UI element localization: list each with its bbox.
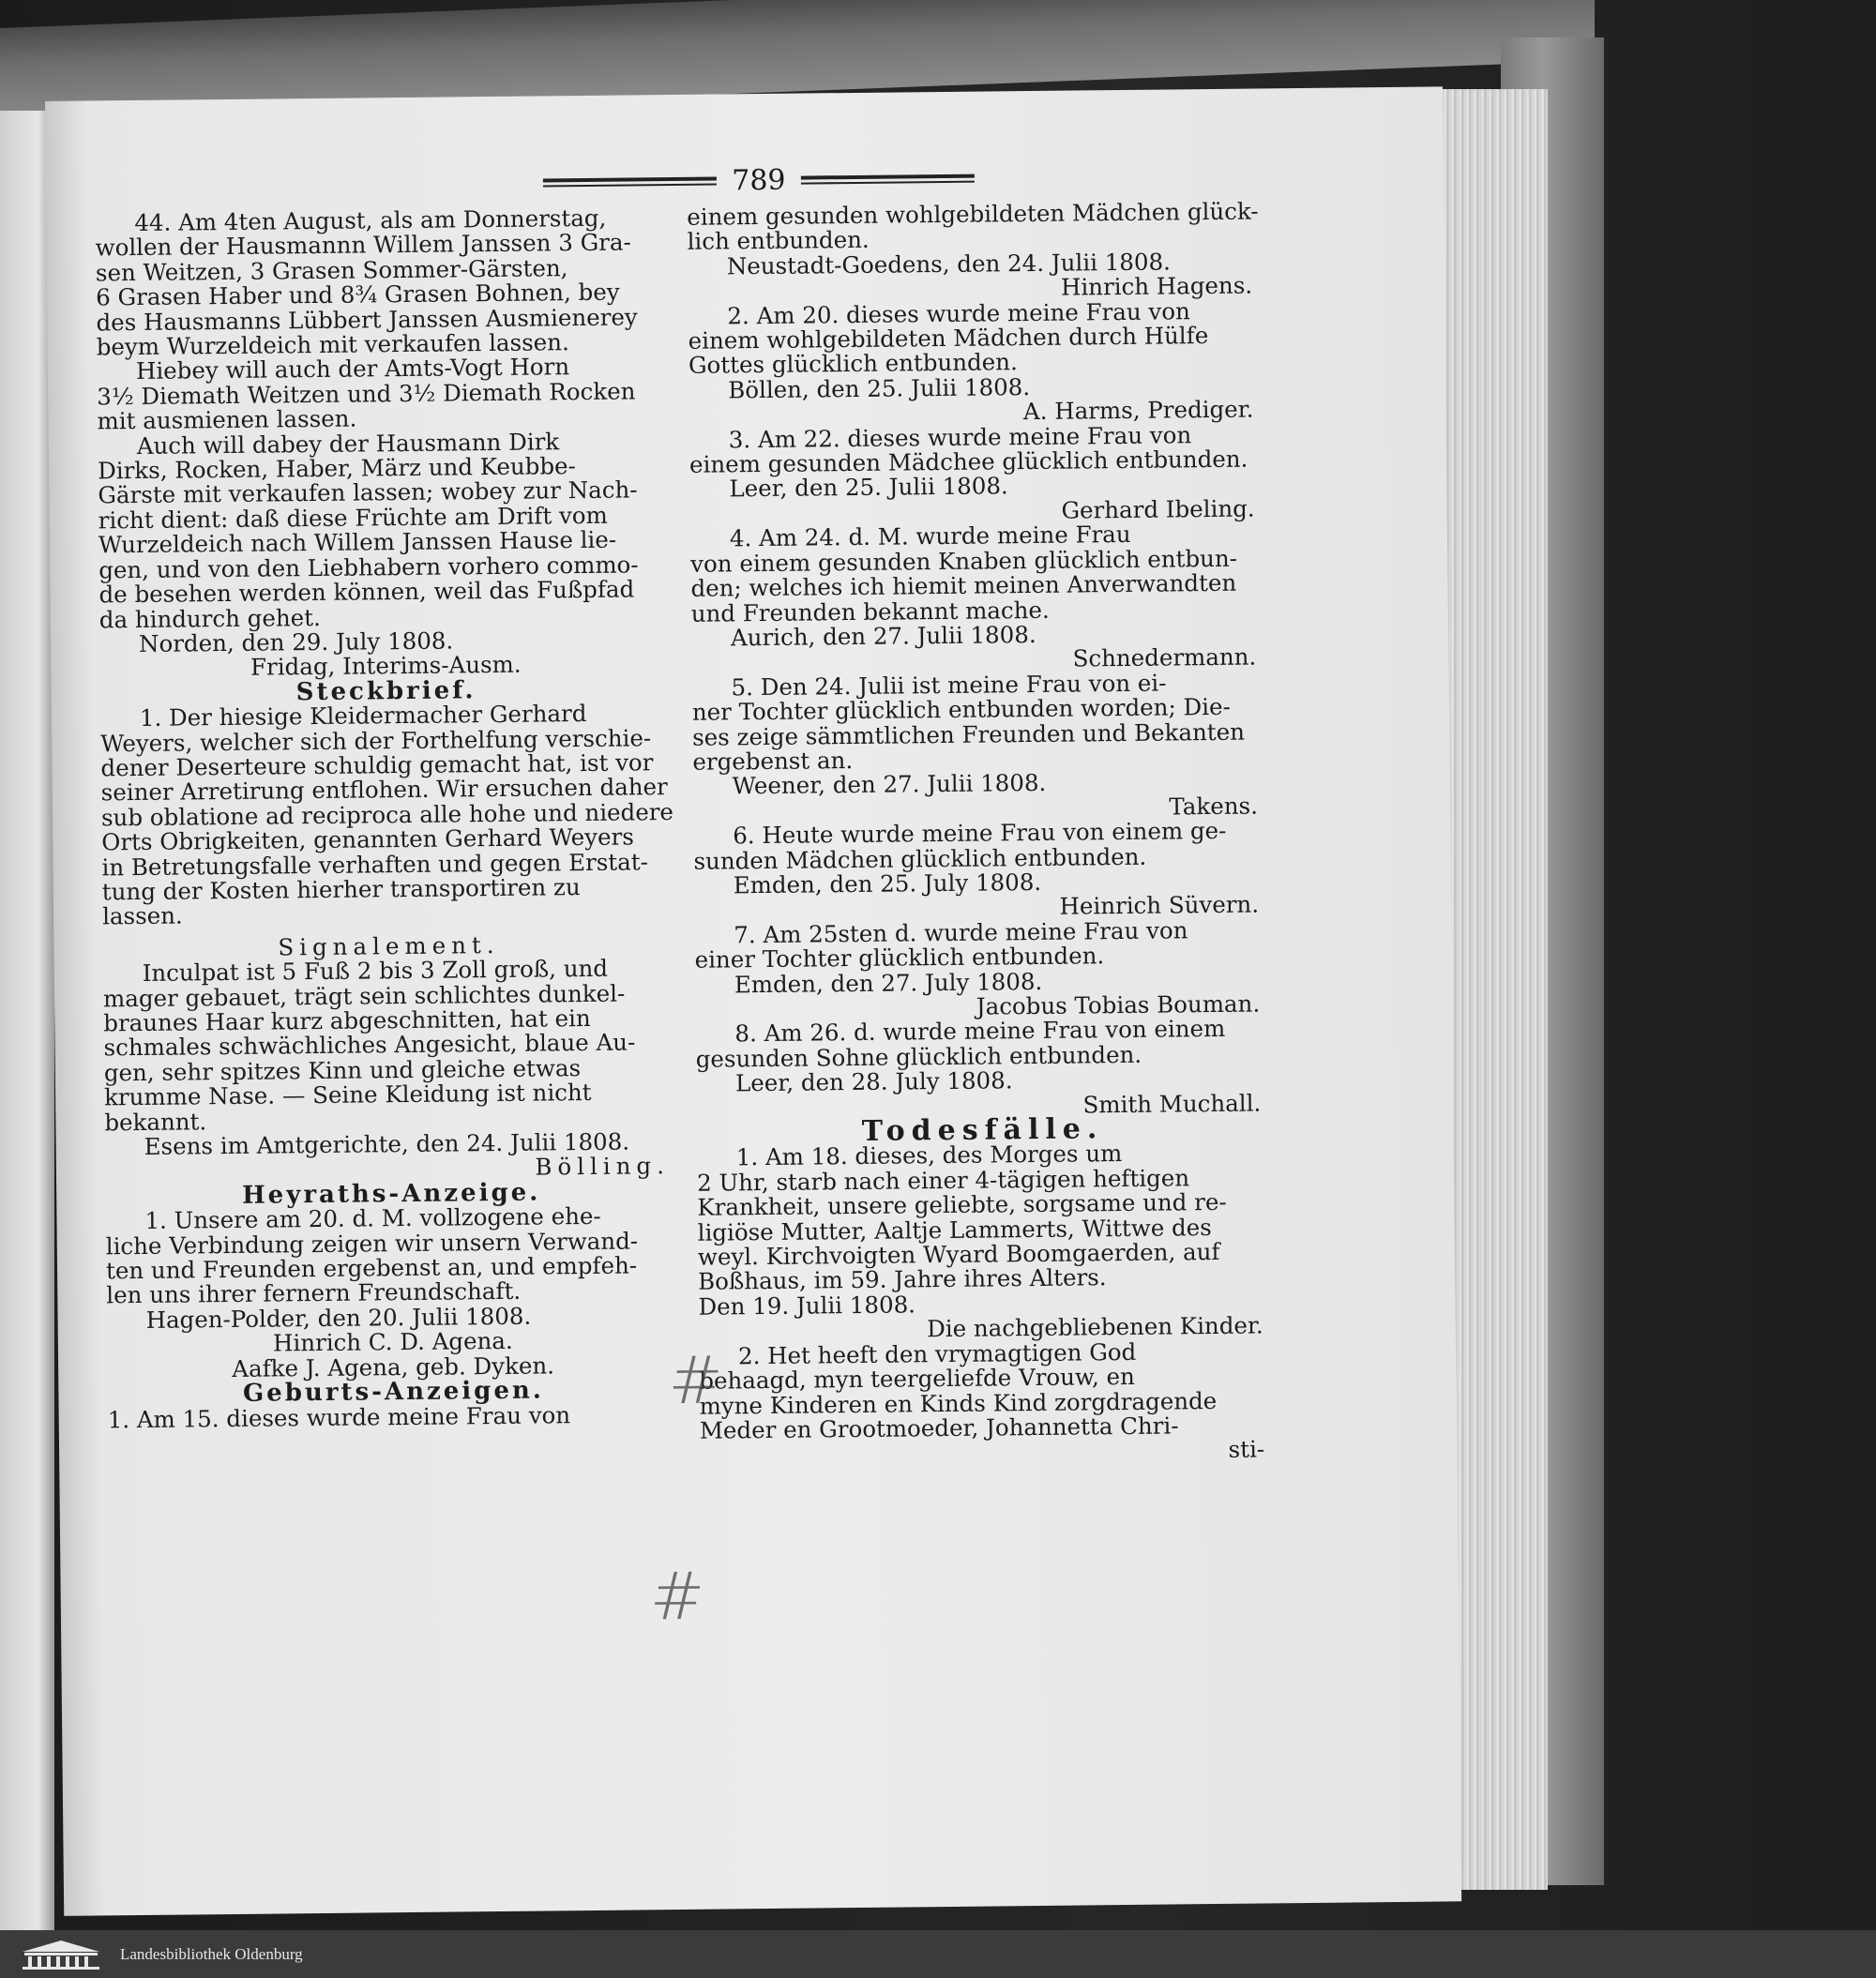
text-line: mager gebauet, trägt sein schlichtes dunkel- [102,979,626,1012]
text-line: da hindurch gehet. [98,603,321,633]
text-line: Hagen-Polder, den 20. Julii 1808. [145,1302,532,1334]
text-line: gen, und von den Liebhabern vorhero commo- [98,551,639,584]
header-rule-left [543,176,717,187]
text-line: Hinrich Hagens. [1060,271,1253,301]
text-line: myne Kinderen en Kinds Kind zorgdragende [699,1386,1218,1420]
left-column [95,205,680,1432]
text-line: Geburts-Anzeigen. [242,1376,545,1408]
text-line: ses zeige sämmtlichen Freunden und Bekanten [691,717,1246,751]
margin-hash-mark: # [667,1341,724,1420]
book-page [45,86,1461,1915]
text-line: de besehen werden können, weil das Fußpfad [98,575,635,609]
text-line: Wurzeldeich nach Willem Janssen Hause lie- [98,525,617,559]
text-line: 3½ Diemath Weitzen und 3½ Diemath Rocken [97,377,636,411]
text-line: 6. Heute wurde meine Frau von einem ge- [733,817,1227,850]
text-line: liche Verbindung zeigen wir unsern Verwand- [105,1227,639,1261]
text-line: Todesfälle. [861,1112,1104,1148]
text-line: des Hausmanns Lübbert Janssen Ausmienerey [96,303,638,337]
page-number: 789 [732,163,786,197]
footer-bar [0,1930,1876,1978]
text-line: 7. Am 25sten d. wurde meine Frau von [734,916,1188,949]
text-line: von einem gesunden Knaben glücklich entbun- [690,544,1238,578]
text-line: A. Harms, Prediger. [1022,395,1254,426]
text-line: sunden Mädchen glücklich entbunden. [693,842,1147,875]
text-line: seiner Arretirung entflohen. Wir ersuchen daher [100,773,668,807]
text-line: 2 Uhr, starb nach einer 4-tägigen heftigen [696,1164,1190,1197]
text-line: 1. Am 18. dieses, des Morges um [735,1140,1123,1171]
text-line: in Betretungsfalle verhaften und gegen Erstat- [101,847,649,881]
text-line: bekannt. [104,1107,207,1137]
text-line: 2. Am 20. dieses wurde meine Frau von [727,296,1190,330]
text-line: 2. Het heeft den vrymagtigen God [737,1337,1137,1370]
text-line: dener Deserteure schuldig gemacht hat, ist vor [100,748,654,782]
text-line: weyl. Kirchvoigten Wyard Boomgaerden, auf [697,1238,1220,1271]
text-line: Gerhard Ibeling. [1061,494,1255,524]
text-line: einem wohlgebildeten Mädchen durch Hülfe [688,322,1209,355]
text-line: Norden, den 29. July 1808. [138,627,454,657]
text-line: Esens im Amtgerichte, den 24. Julii 1808. [144,1127,630,1160]
page-header [477,159,1040,202]
text-line: schmales schwächliches Angesicht, blaue Au- [103,1028,636,1062]
text-line: sub oblatione ad reciproca alle hohe und niedere [100,797,674,832]
text-line: 1. Unsere am 20. d. M. vollzogene ehe- [144,1202,601,1235]
text-line: richt dient: daß diese Früchte am Drift vom [98,501,608,535]
text-line: Aafke J. Agena, geb. Dyken. [232,1351,555,1382]
text-line: Krankheit, unsere geliebte, sorgsame und re- [697,1188,1227,1222]
text-line: Dirks, Rocken, Haber, März und Keubbe- [97,452,577,485]
text-line: braunes Haar kurz abgeschnitten, hat ein [103,1004,591,1037]
text-line: Takens. [1169,792,1259,821]
text-line: gen, sehr spitzes Kinn und gleiche etwas [103,1053,582,1087]
text-line: 6 Grasen Haber und 8¾ Grasen Bohnen, bey [96,278,620,311]
text-line: Heinrich Süvern. [1059,890,1260,921]
text-line: den; welches ich hiemit meinen Anverwandten [690,568,1237,602]
text-line: Inculpat ist 5 Fuß 2 bis 3 Zoll groß, und [142,954,609,988]
text-line: mit ausmienen lassen. [97,404,357,435]
text-line: lassen. [101,901,183,930]
text-line: wollen der Hausmannn Willem Janssen 3 Gra- [95,228,631,262]
text-line: 4. Am 24. d. M. wurde meine Frau [729,521,1131,552]
text-line: behaagd, myn teergeliefde Vrouw, en [699,1363,1136,1395]
text-line: beym Wurzeldeich mit verkaufen lassen. [96,328,569,361]
text-line: einem gesunden wohlgebildeten Mädchen glück- [687,197,1259,231]
right-column [687,199,1272,1468]
text-line: Leer, den 28. July 1808. [734,1066,1013,1097]
text-line: und Freunden bekannt mache. [690,596,1050,627]
text-line: 44. Am 4ten August, als am Donnerstag, [134,204,607,237]
text-line: Signalement. [278,930,500,961]
text-line: Weener, den 27. Julii 1808. [732,769,1047,800]
text-line: sen Weitzen, 3 Grasen Sommer-Gärsten, [95,253,568,287]
text-line: ergebenst an. [692,746,854,776]
text-line: Emden, den 25. July 1808. [733,868,1042,899]
text-line: einem gesunden Mädchee glücklich entbunden. [688,445,1248,478]
text-line: Aurich, den 27. Julii 1808. [730,620,1036,652]
text-line: 3. Am 22. dieses wurde meine Frau von [728,420,1192,454]
text-line: 1. Der hiesige Kleidermacher Gerhard [139,700,587,732]
text-line: Weyers, welcher sich der Forthelfung verschie- [100,723,652,757]
text-line: ner Tochter glücklich entbunden worden; Die- [691,692,1231,726]
text-line: Meder en Grootmoeder, Johannetta Chri- [699,1412,1179,1444]
text-line: 1. Am 15. dieses wurde meine Frau von [107,1400,571,1433]
text-line: tung der Kosten hierher transportiren zu [101,873,581,906]
text-line: Leer, den 25. Julii 1808. [729,472,1008,503]
text-line: ten und Freunden ergebenst an, und empfeh- [105,1251,638,1285]
library-name: Landesbibliothek Oldenburg [120,1944,303,1963]
text-line: Bölling. [535,1152,671,1182]
text-line: 8. Am 26. d. wurde meine Frau von einem [734,1015,1226,1048]
text-line: Smith Muchall. [1082,1089,1262,1119]
text-line: lich entbunden. [687,226,870,256]
text-line: Heyraths-Anzeige. [241,1178,541,1210]
library-building-icon [19,1939,103,1970]
text-line: krumme Nase. — Seine Kleidung ist nicht [103,1079,592,1111]
text-line: len uns ihrer fernern Freundschaft. [106,1277,522,1309]
text-line: Neustadt-Goedens, den 24. Julii 1808. [726,248,1172,280]
header-rule-right [800,174,974,184]
text-line: Fridag, Interims-Ausm. [250,651,522,682]
text-line: Schnedermann. [1072,642,1257,672]
text-line: Hiebey will auch der Amts-Vogt Horn [135,353,570,385]
text-line: Hinrich C. D. Agena. [272,1327,513,1357]
text-line: Emden, den 27. July 1808. [734,967,1043,998]
text-line: Gottes glücklich entbunden. [688,348,1018,380]
text-line: Den 19. Julii 1808. [698,1291,916,1321]
text-line: Gärste mit verkaufen lassen; wobey zur Nach- [98,476,638,509]
margin-hash-mark: # [649,1557,705,1636]
text-line: Orts Obrigkeiten, genannten Gerhard Weyers [101,823,634,856]
text-line: Böllen, den 25. Julii 1808. [728,372,1031,404]
text-line: Auch will dabey der Hausmann Dirk [136,427,560,460]
text-line: Boßhaus, im 59. Jahre ihres Alters. [698,1263,1107,1296]
text-line: gesunden Sohne glücklich entbunden. [695,1040,1142,1073]
text-line: sti- [1228,1435,1265,1464]
text-line: Die nachgebliebenen Kinder. [926,1311,1263,1343]
text-line: ligiöse Mutter, Aaltje Lammerts, Wittwe des [697,1213,1212,1246]
facing-page-edge [0,111,54,1930]
text-line: Steckbrief. [295,675,477,706]
text-line: 5. Den 24. Julii ist meine Frau von ei- [731,669,1167,702]
text-line: einer Tochter glücklich entbunden. [694,942,1105,974]
text-line: Jacobus Tobias Bouman. [976,989,1261,1020]
